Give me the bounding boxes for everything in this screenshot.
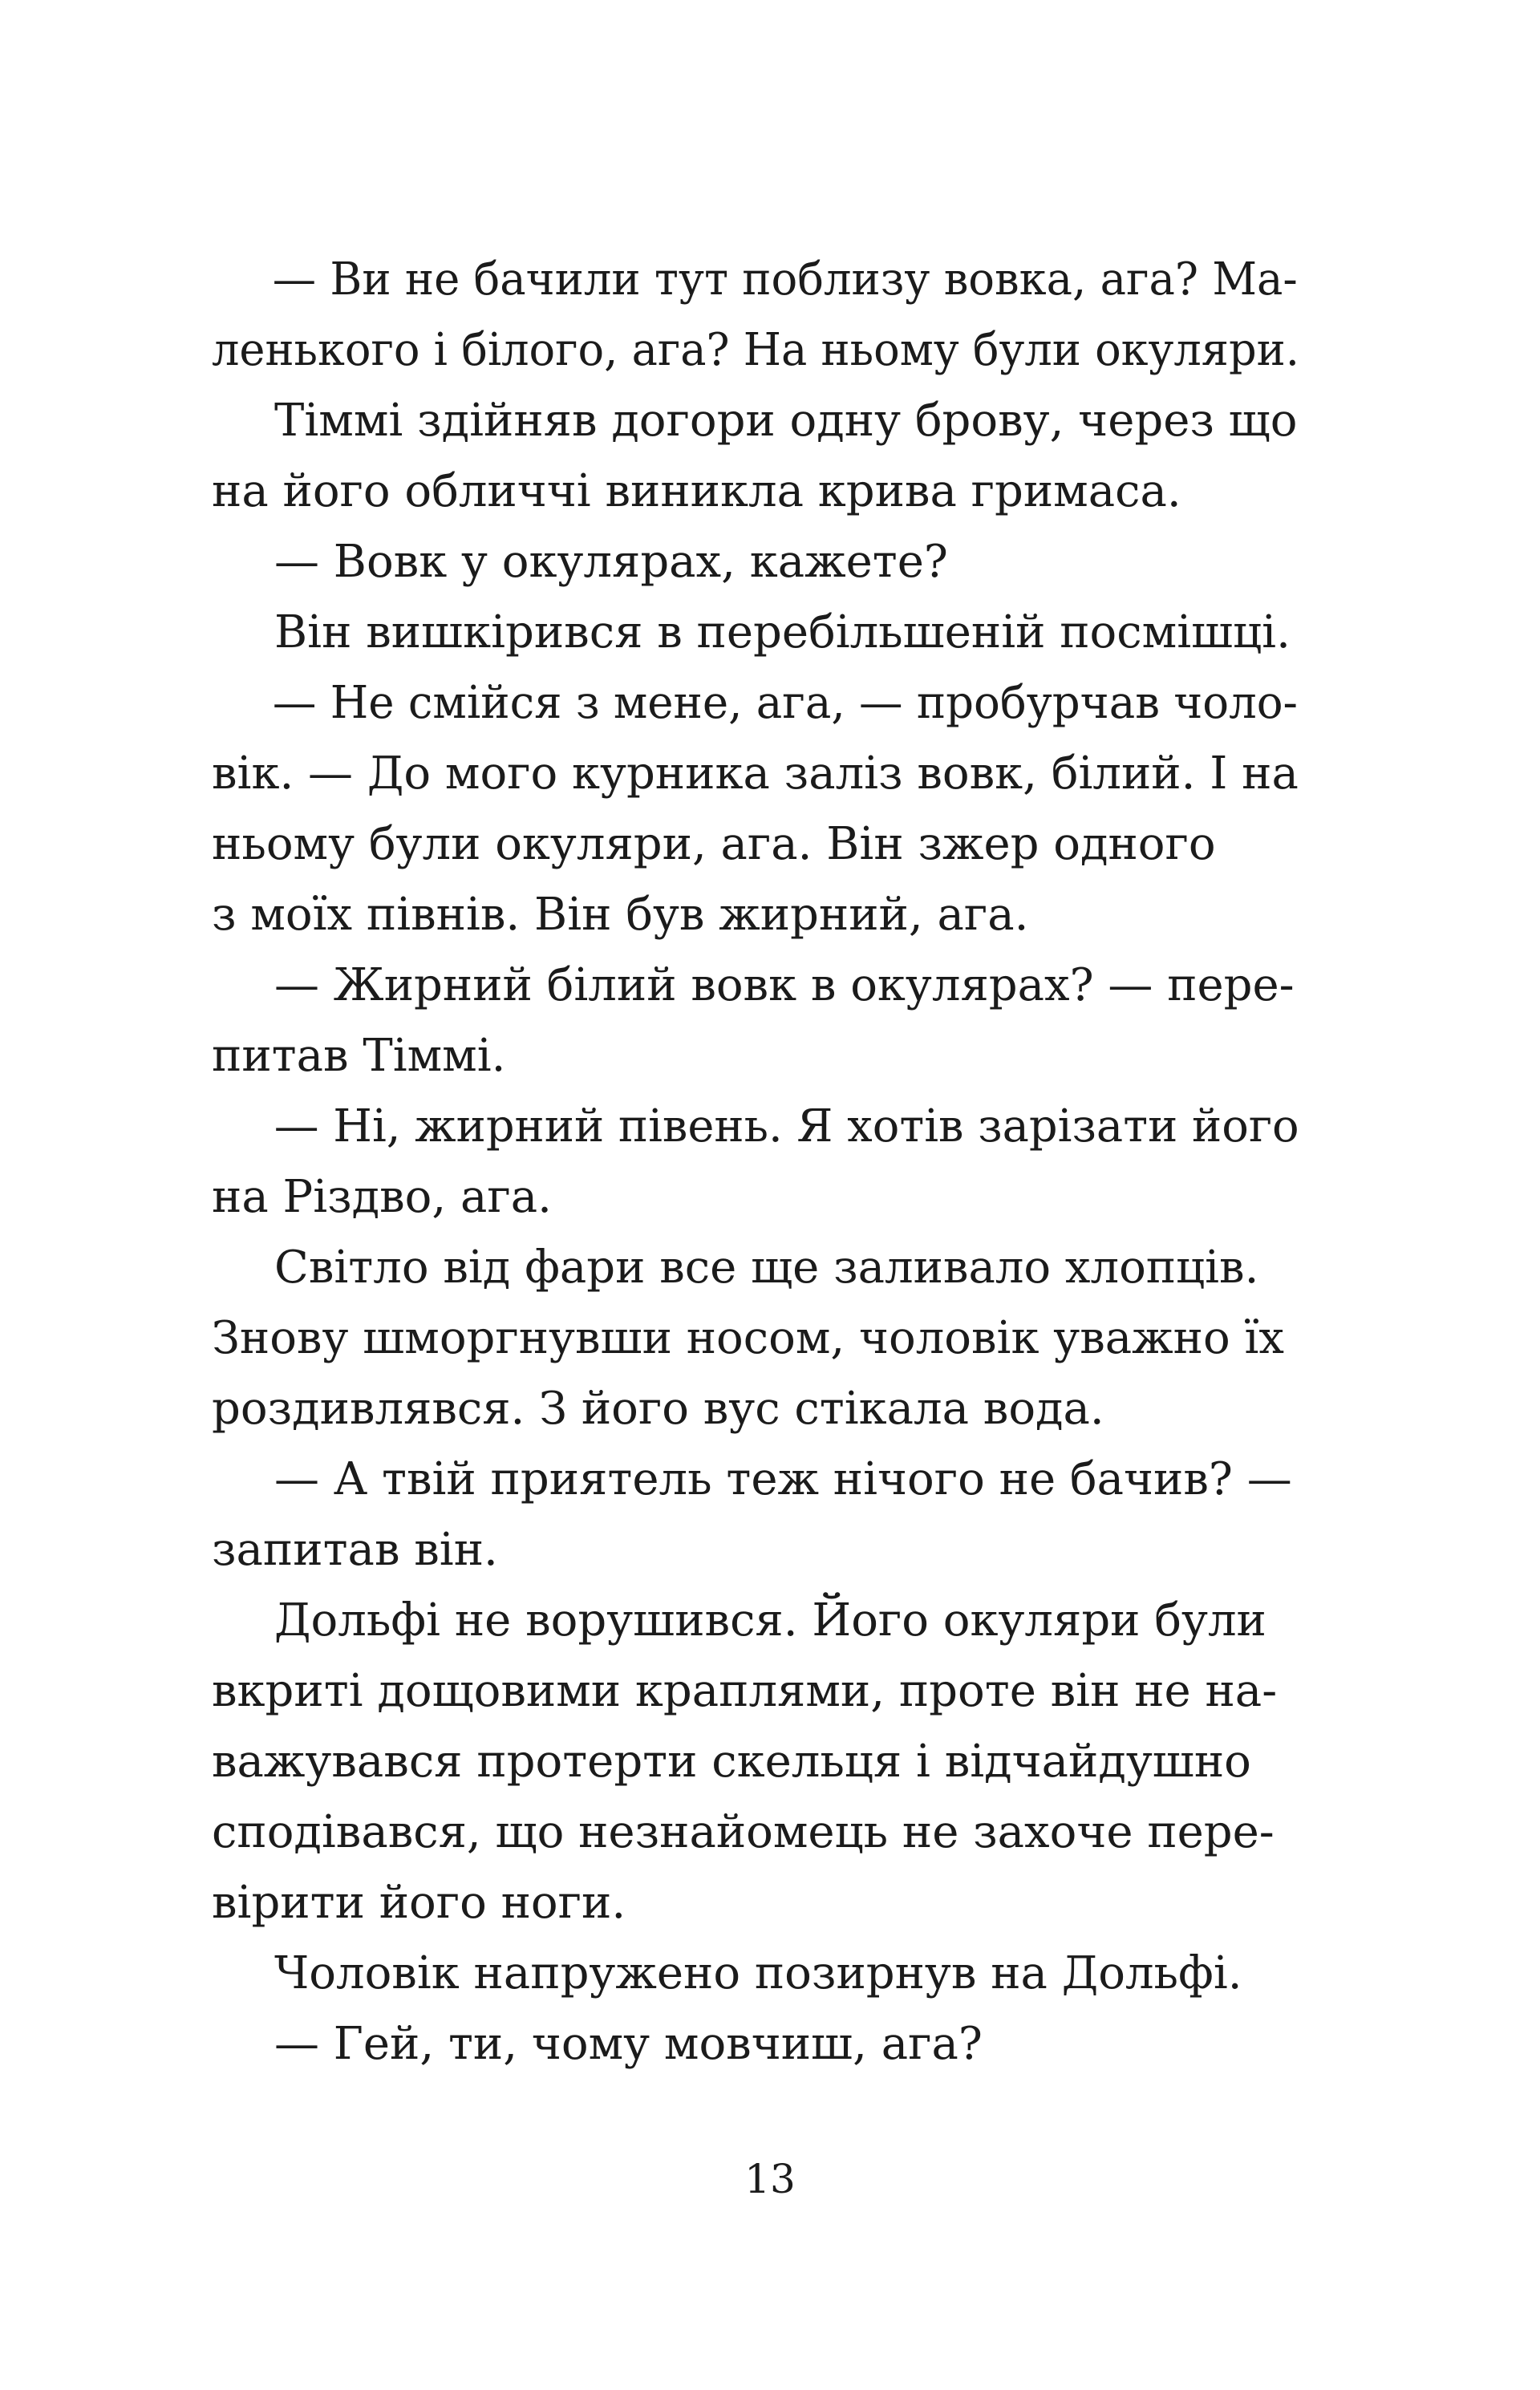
text-line: вік. — До мого курника заліз вовк, білий. І на	[212, 747, 1299, 800]
text-line: — Ви не бачили тут поблизу вовка, ага? Ма-	[272, 253, 1298, 306]
text-line: вкриті дощовими краплями, проте він не на-	[212, 1665, 1278, 1717]
body-text	[212, 245, 1299, 2080]
text-line: роздивлявся. З його вус стікала вода.	[212, 1383, 1104, 1435]
text-line: — Вовк у окулярах, кажете?	[274, 536, 948, 588]
text-line: на Різдво, ага.	[212, 1171, 552, 1223]
text-line: з моїх півнів. Він був жирний, ага.	[212, 889, 1029, 941]
text-line: питав Тіммі.	[212, 1030, 506, 1082]
text-line: Тіммі здійняв догори одну брову, через що	[274, 395, 1298, 447]
text-line: — А твій приятель теж нічого не бачив? —	[274, 1453, 1292, 1505]
text-line: важувався протерти скельця і відчайдушно	[212, 1736, 1251, 1788]
text-line: сподівався, що незнайомець не захоче пере-	[212, 1806, 1275, 1858]
text-line: ленького і білого, ага? На ньому були окуляри.	[212, 324, 1299, 376]
text-line: на його обличчі виникла крива гримаса.	[212, 465, 1181, 517]
text-line: ньому були окуляри, ага. Він зжер одного	[212, 818, 1216, 870]
text-line: — Гей, ти, чому мовчиш, ага?	[274, 2018, 983, 2070]
text-line: — Ні, жирний півень. Я хотів зарізати його	[274, 1100, 1299, 1152]
text-line: Світло від фари все ще заливало хлопців.	[274, 1242, 1259, 1294]
text-line: — Не смійся з мене, ага, — пробурчав чоло-	[272, 677, 1298, 729]
text-line: запитав він.	[212, 1524, 498, 1576]
text-line: — Жирний білий вовк в окулярах? — пере-	[274, 959, 1295, 1011]
text-line: Дольфі не ворушився. Його окуляри були	[274, 1594, 1266, 1647]
text-line: Чоловік напружено позирнув на Дольфі.	[274, 1947, 1242, 1999]
text-line: Знову шморгнувши носом, чоловік уважно їх	[212, 1312, 1284, 1364]
page-number: 13	[744, 2156, 796, 2202]
text-line: Він вишкірився в перебільшеній посмішці.	[274, 606, 1291, 658]
text-line: вірити його ноги.	[212, 1877, 626, 1929]
